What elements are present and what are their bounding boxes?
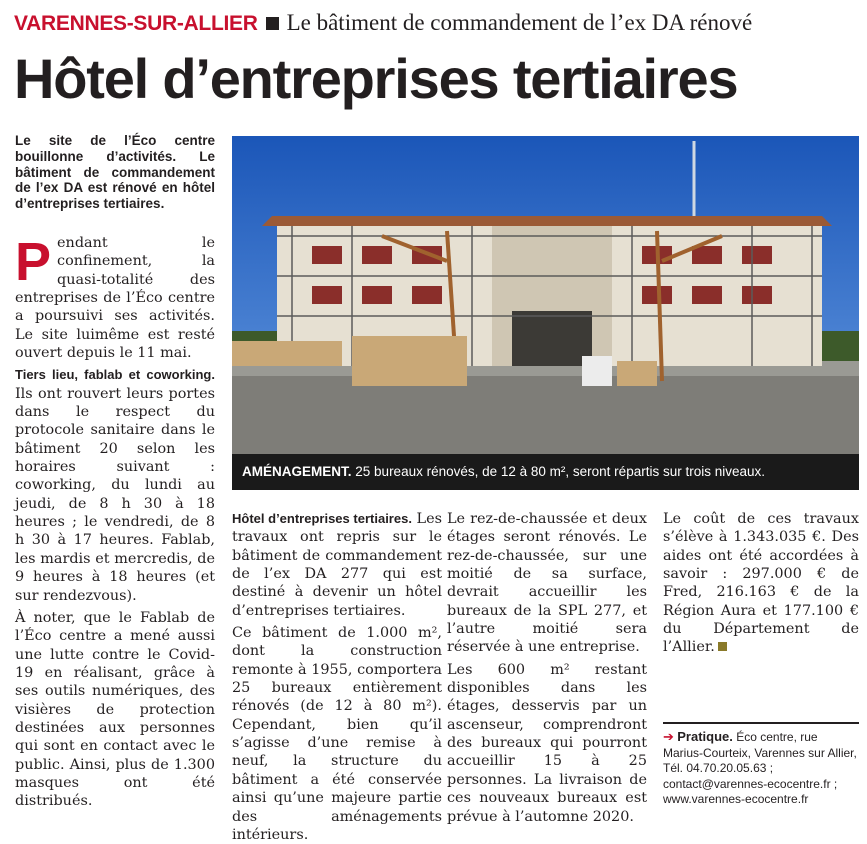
end-mark: [718, 642, 727, 651]
column-3: [447, 510, 647, 826]
practical-info-box: [663, 722, 859, 808]
paragraph-4-text: Les travaux ont repris sur le bâtiment de commandement de l’ex DA 277 qui est destiné à devenir un hôtel d’entreprises tertiaires.: [232, 511, 442, 619]
lead-in-coworking: Tiers lieu, fablab et coworking.: [15, 367, 215, 383]
practical-label: Pratique.: [677, 729, 733, 744]
paragraph-1-text: endant le confinement, la quasi-totalité des entreprises de l’Éco centre a poursuivi ses activités. Le site luimême est resté ouvert depuis le 11 mai.: [15, 234, 215, 362]
kicker-square: [266, 17, 279, 30]
column-4: [663, 510, 859, 657]
caption-label: AMÉNAGEMENT.: [242, 464, 352, 479]
kicker-place: VARENNES-SUR-ALLIER: [14, 12, 258, 35]
arrow-right-icon: ➔: [663, 729, 674, 744]
drop-cap: P: [15, 231, 52, 292]
practical-email[interactable]: contact@varennes-ecocentre.fr ;: [663, 776, 838, 791]
paragraph-8-text: Le coût de ces travaux s’élève à 1.343.035 €. Des aides ont été accordées à savoir : 297.000 € de Fred, 216.163 € de la Région Aura et 177.100 € du Département de l’Allier.: [663, 511, 859, 656]
article-title: Hôtel d’entreprises tertiaires: [14, 47, 738, 110]
article-photo: [232, 136, 859, 490]
practical-address: Éco centre, rue Marius-Courteix, Varennes sur Allier,: [663, 730, 857, 760]
photo-caption: [232, 454, 859, 490]
building-photo-illustration: [232, 136, 859, 490]
kicker-subtitle: Le bâtiment de commandement de l’ex DA rénové: [286, 10, 753, 35]
paragraph-2-text: Ils ont rouvert leurs portes dans le respect du protocole sanitaire dans le bâtiment 20 selon les horaires suivant : coworking, du lundi au jeudi, de 8 h 30 à 18 heures ; le vendredi, de 8 h 30 à 17 heures. Fablab, les mardis et mercredis, de 9 heures à 18 heures (et sur rendezvous).: [15, 385, 215, 604]
lead-in-hotel: Hôtel d’entreprises tertiaires.: [232, 511, 412, 526]
paragraph-6: Le rez-de-chaussée et deux étages seront rénovés. Le rez-de-chaussée, sur une moitié de sa surface, devrait accueillir les bureaux de la SPL 277, et l’autre moitié sera réservée à une entreprise.: [447, 511, 647, 656]
practical-website[interactable]: www.varennes-ecocentre.fr: [663, 792, 809, 806]
column-1: [15, 133, 215, 811]
paragraph-2: [15, 366, 215, 604]
paragraph-7: Les 600 m² restant disponibles dans les étages, desservis par un ascenseur, comprendront des bureaux qui pourront accueillir 15 à 25 personnes. La livraison de ces nouveaux bureaux est prévue à l’automne 2020.: [447, 661, 647, 825]
paragraph-1: [15, 231, 215, 362]
caption-text: 25 bureaux rénovés, de 12 à 80 m², seront répartis sur trois niveaux.: [355, 464, 765, 479]
column-2: [232, 510, 442, 844]
paragraph-4: [232, 510, 442, 620]
chapo: Le site de l’Éco centre bouillonne d’activités. Le bâtiment de commandement de l’ex DA est rénové en hôtel d’entreprises tertiaires.: [15, 133, 215, 212]
headline-kicker: [14, 10, 752, 36]
paragraph-5: Ce bâtiment de 1.000 m², dont la construction remonte à 1955, comportera 25 bureaux entièrement rénovés (de 12 à 80 m²). Cependant, bien qu’il s’agisse d’une remise à neuf, la structure du bâtiment a été conservée ainsi qu’une majeure partie des aménagements intérieurs.: [232, 625, 442, 843]
paragraph-3: À noter, que le Fablab de l’Éco centre a mené aussi une lutte contre le Covid-19 en réalisant, grâce à ses outils numériques, des visières de protection destinées aux personnes qui sont en contact avec le public. Ainsi, plus de 1.300 masques ont été distribués.: [15, 609, 215, 810]
paragraph-8: [663, 510, 859, 657]
practical-phone: Tél. 04.70.20.05.63 ;: [663, 761, 774, 775]
